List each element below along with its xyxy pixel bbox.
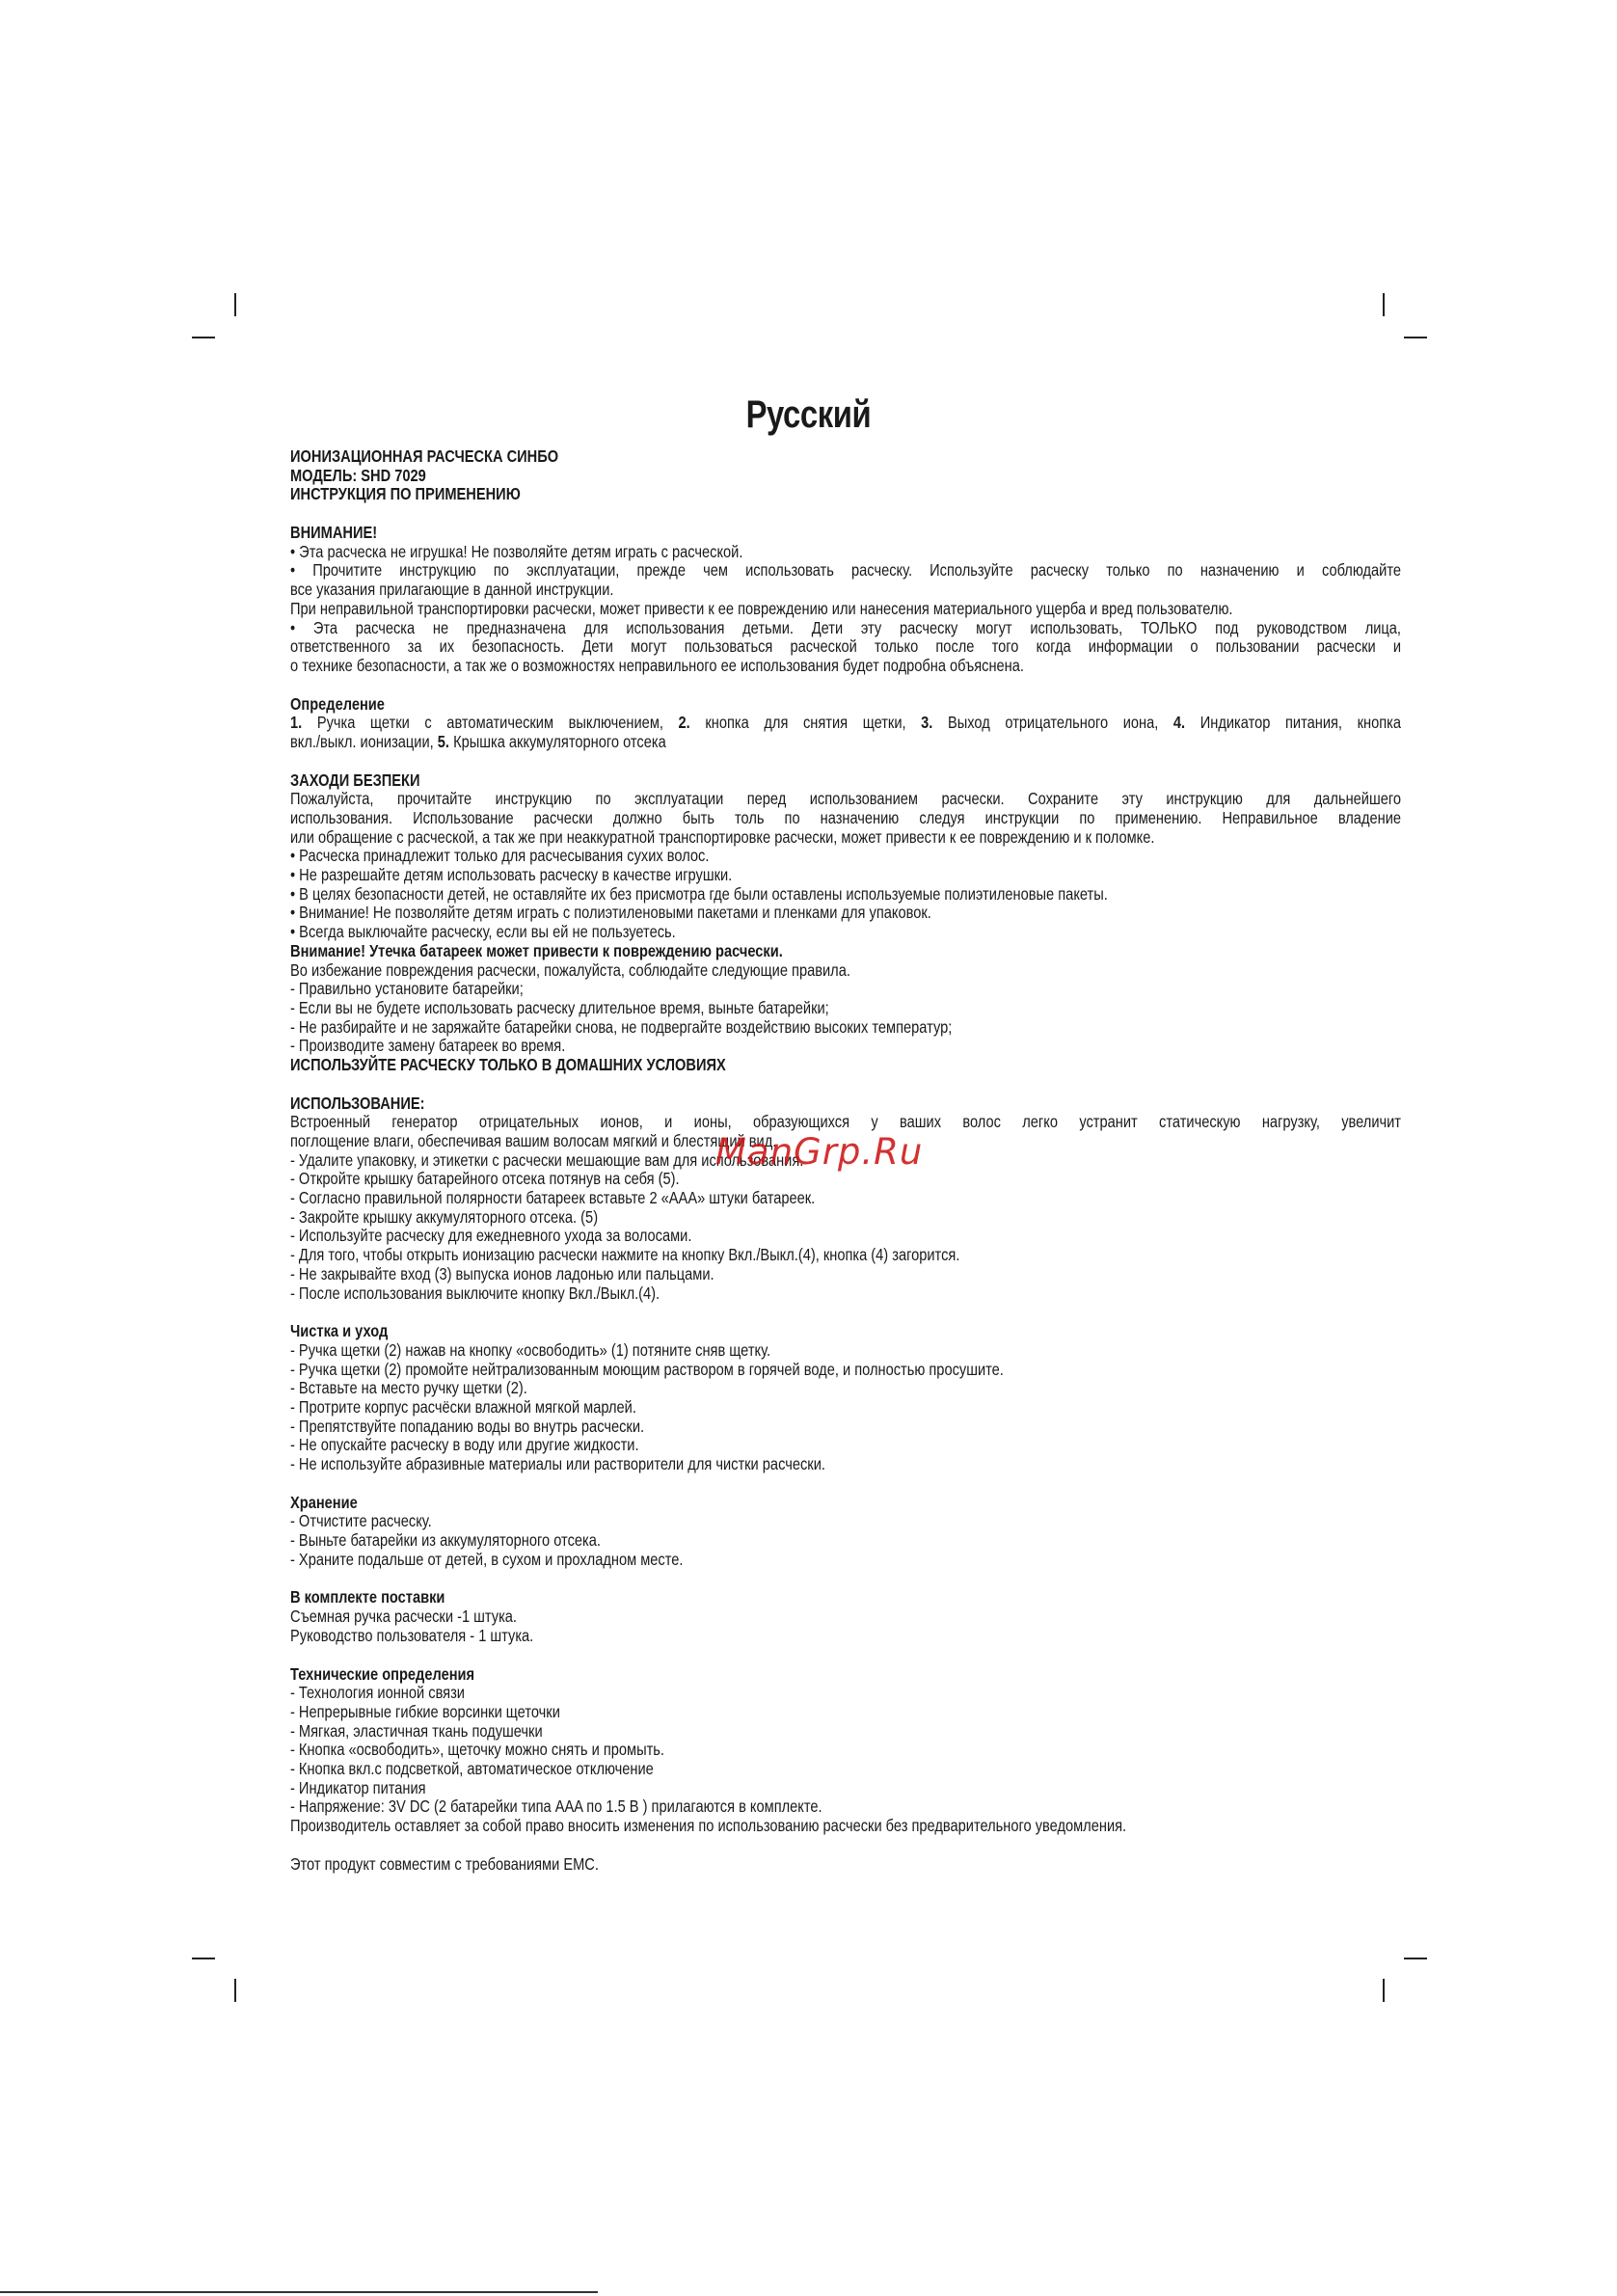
usage-line: - Удалите упаковку, и этикетки с расчески мешающие вам для использования. <box>290 1149 804 1170</box>
definition-line: 1. Ручка щетки с автоматическим выключением, 2. кнопка для снятия щетки, 3. Выход отрицательного иона, 4. Индикатор питания, кнопка <box>290 714 1402 733</box>
warning-line: • Эта расческа не предназначена для использования детьми. Дети эту расческу могут использовать, ТОЛЬКО под руководством лица, <box>290 618 1402 637</box>
battery-line: Во избежание повреждения расчески, пожалуйста, соблюдайте следующие правила. <box>290 959 850 980</box>
care-line: - Ручка щетки (2) нажав на кнопку «освободить» (1) потяните сняв щетку. <box>290 1339 771 1360</box>
crop-mark-bottom-right-horizontal <box>1404 1958 1427 1959</box>
safety-line: • Не разрешайте детям использовать расческу в качестве игрушки. <box>290 865 733 885</box>
safety-line: использования. Использование расчески должно быть толь по назначению следуя инструкции по применению. Неправильное владение <box>290 809 1402 827</box>
care-line: - Протрите корпус расчёски влажной мягкой марлей. <box>290 1396 636 1417</box>
care-line: - Не используйте абразивные материалы или растворители для чистки расчески. <box>290 1454 825 1473</box>
tech-line: - Напряжение: 3V DC (2 батарейки типа AAA по 1.5 В ) прилагаются в комплекте. <box>290 1796 822 1817</box>
tech-line: - Индикатор питания <box>290 1777 426 1797</box>
crop-mark-top-right-vertical <box>1383 293 1385 316</box>
safety-line: • В целях безопасности детей, не оставляйте их без присмотра где были оставлены используемые полиэтиленовые пакеты. <box>290 883 1108 904</box>
footer-divider <box>0 2291 598 2293</box>
safety-line: • Расческа принадлежит только для расчесывания сухих волос. <box>290 846 710 866</box>
warning-line: • Прочитите инструкцию по эксплуатации, прежде чем использовать расческу. Используйте расческу только по назначению и соблюдайте <box>290 561 1402 581</box>
storage-line: - Отчистите расческу. <box>290 1511 432 1531</box>
usage-line: - Используйте расческу для ежедневного ухода за волосами. <box>290 1226 692 1246</box>
instruction-heading: ИНСТРУКЦИЯ ПО ПРИМЕНЕНИЮ <box>290 484 521 504</box>
battery-warning-heading: Внимание! Утечка батареек может привести к повреждению расчески. <box>290 940 783 960</box>
package-line: Съемная ручка расчески -1 штука. <box>290 1607 517 1627</box>
home-use-heading: ИСПОЛЬЗУЙТЕ РАСЧЕСКУ ТОЛЬКО В ДОМАШНИХ УСЛОВИЯХ <box>290 1054 726 1074</box>
crop-mark-top-right-horizontal <box>1404 337 1427 338</box>
safety-heading: ЗАХОДИ БЕЗПЕКИ <box>290 770 420 790</box>
safety-line: • Внимание! Не позволяйте детям играть с полиэтиленовыми пакетами и пленками для упаковок. <box>290 903 931 923</box>
usage-heading: ИСПОЛЬЗОВАНИЕ: <box>290 1093 425 1113</box>
care-line: - Не опускайте расческу в воду или другие жидкости. <box>290 1435 639 1455</box>
tech-line: Производитель оставляет за собой право вносить изменения по использованию расчески без предварительного уведомления. <box>290 1816 1127 1835</box>
usage-line: поглощение влаги, обеспечивая вашим волосам мягкий и блестящий вид. <box>290 1131 777 1150</box>
usage-line: - После использования выключите кнопку Вкл./Выкл.(4). <box>290 1283 660 1303</box>
page-title: Русский <box>745 393 872 436</box>
crop-mark-top-left-vertical <box>234 293 236 316</box>
tech-line: - Непрерывные гибкие ворсинки щеточки <box>290 1701 560 1721</box>
watermark: ManGrp.Ru <box>715 1131 924 1173</box>
warning-line: При неправильной транспортировки расчески, может привести к ее повреждению или нанесения материального ущерба и вред пользователю. <box>290 598 1233 618</box>
tech-line: - Технология ионной связи <box>290 1683 465 1703</box>
battery-line: - Не разбирайте и не заряжайте батарейки снова, не подвергайте воздействию высоких температур; <box>290 1016 953 1037</box>
tech-line: - Мягкая, эластичная ткань подушечки <box>290 1720 543 1741</box>
warning-heading: ВНИМАНИЕ! <box>290 523 378 543</box>
definition-heading: Определение <box>290 693 385 714</box>
usage-line: - Не закрывайте вход (3) выпуска ионов ладонью или пальцами. <box>290 1263 714 1283</box>
usage-line: Встроенный генератор отрицательных ионов, и ионы, образующихся у ваших волос легко устранит статическую нагрузку, увеличит <box>290 1113 1402 1132</box>
storage-line: - Выньте батарейки из аккумуляторного отсека. <box>290 1530 601 1551</box>
crop-mark-bottom-left-vertical <box>234 1979 236 2002</box>
battery-line: - Если вы не будете использовать расческу длительное время, выньте батарейки; <box>290 997 829 1017</box>
storage-line: - Храните подальше от детей, в сухом и прохладном месте. <box>290 1549 684 1569</box>
battery-line: - Правильно установите батарейки; <box>290 979 524 999</box>
usage-line: - Откройте крышку батарейного отсека потянув на себя (5). <box>290 1169 680 1189</box>
package-line: Руководство пользователя - 1 штука. <box>290 1625 534 1645</box>
safety-line: или обращение с расческой, а так же при неаккуратной транспортировке расчески, может привести к ее повреждению и к поломке. <box>290 826 1155 847</box>
storage-heading: Хранение <box>290 1492 358 1512</box>
usage-line: - Для того, чтобы открыть ионизацию расчески нажмите на кнопку Вкл./Выкл.(4), кнопка (4) загорится. <box>290 1245 960 1265</box>
warning-line: о технике безопасности, а так же о возможностях неправильного ее использования будет подробна объяснена. <box>290 655 1024 675</box>
care-heading: Чистка и уход <box>290 1321 389 1341</box>
definition-line: вкл./выкл. ионизации, 5. Крышка аккумуляторного отсека <box>290 731 666 751</box>
tech-heading: Технические определения <box>290 1663 475 1684</box>
care-line: - Препятствуйте попаданию воды во внутрь расчески. <box>290 1416 645 1436</box>
package-heading: В комплекте поставки <box>290 1587 445 1607</box>
warning-line: все указания прилагающие в данной инструкции. <box>290 580 614 600</box>
usage-line: - Закройте крышку аккумуляторного отсека. (5) <box>290 1206 599 1227</box>
tech-line: - Кнопка «освободить», щеточку можно снять и промыть. <box>290 1740 664 1760</box>
care-line: - Ручка щетки (2) промойте нейтрализованным моющим раствором в горячей воде, и полностью просушите. <box>290 1359 1004 1379</box>
emc-statement: Этот продукт совместим с требованиями EMC. <box>290 1853 599 1874</box>
safety-line: Пожалуйста, прочитайте инструкцию по эксплуатации перед использованием расчески. Сохраните эту инструкцию для дальнейшего <box>290 790 1402 809</box>
usage-line: - Согласно правильной полярности батареек вставьте 2 «AAA» штуки батареек. <box>290 1188 816 1208</box>
battery-line: - Производите замену батареек во время. <box>290 1036 566 1056</box>
care-line: - Вставьте на место ручку щетки (2). <box>290 1378 527 1398</box>
safety-line: • Всегда выключайте расческу, если вы ей не пользуетесь. <box>290 922 676 942</box>
crop-mark-bottom-right-vertical <box>1383 1979 1385 2002</box>
tech-line: - Кнопка вкл.с подсветкой, автоматическое отключение <box>290 1758 654 1778</box>
warning-line: • Эта расческа не игрушка! Не позволяйте детям играть с расческой. <box>290 541 743 561</box>
crop-mark-top-left-horizontal <box>192 337 215 338</box>
crop-mark-bottom-left-horizontal <box>192 1958 215 1959</box>
warning-line: ответственного за их безопасность. Дети могут пользоваться расческой только после того когда информации о пользовании расчески и <box>290 637 1402 657</box>
product-name: ИОНИЗАЦИОННАЯ РАСЧЕСКА СИНБО <box>290 446 559 466</box>
model-number: МОДЕЛЬ: SHD 7029 <box>290 465 426 485</box>
